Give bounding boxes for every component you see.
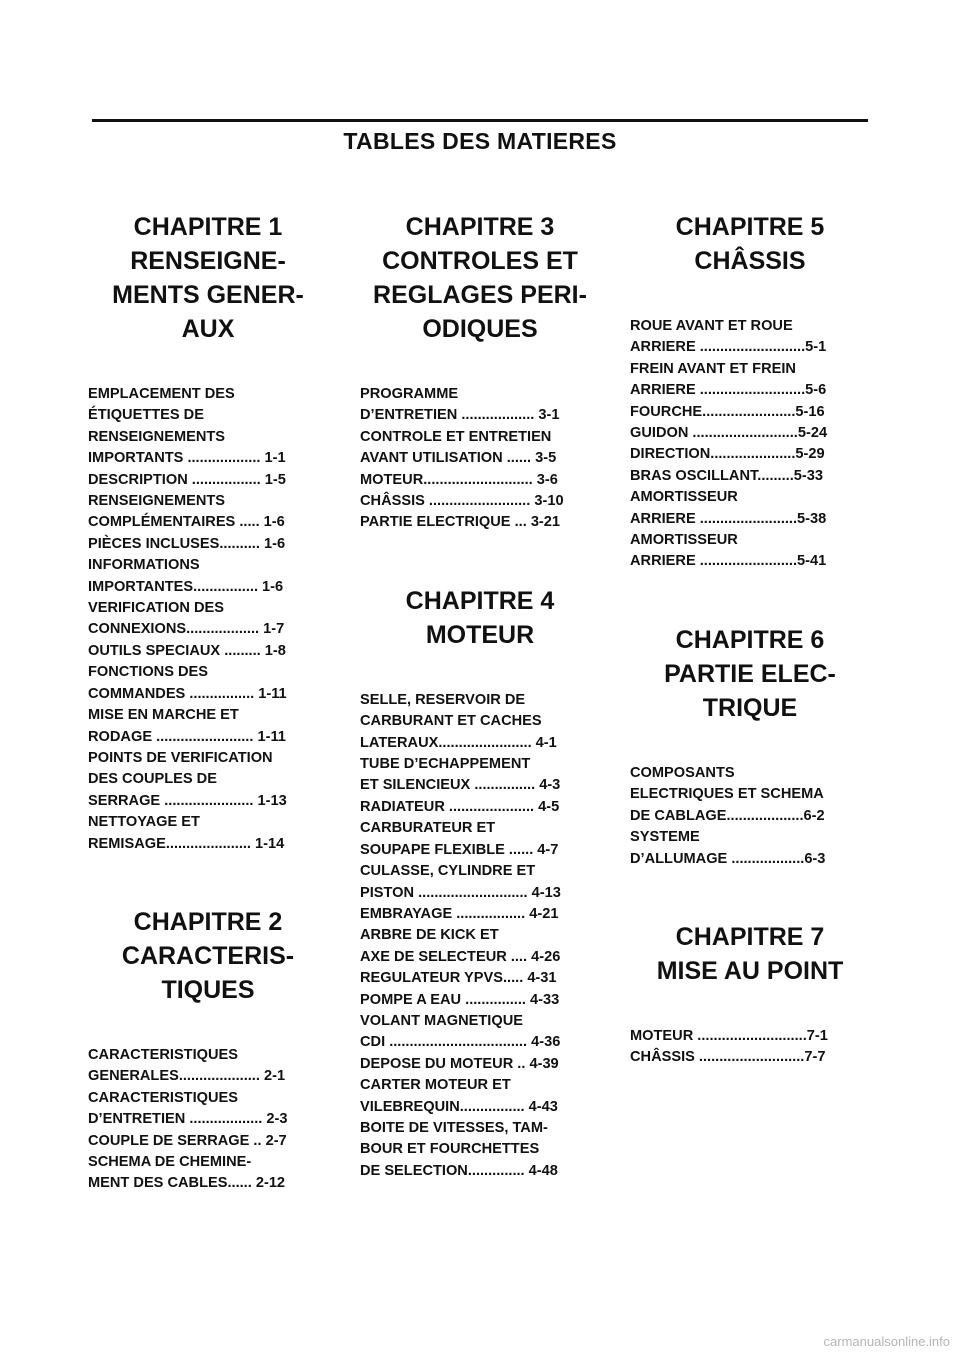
toc-entry-list: [360, 384, 600, 534]
top-rule: [92, 119, 868, 122]
toc-entry[interactable]: D’ENTRETIEN .................. 3-1: [360, 407, 560, 424]
toc-entry[interactable]: SYSTEME: [630, 829, 700, 846]
toc-entry-list: [88, 384, 328, 855]
toc-entry[interactable]: CONNEXIONS.................. 1-7: [88, 621, 285, 638]
toc-entry[interactable]: CONTROLE ET ENTRETIEN: [360, 428, 552, 445]
toc-entry[interactable]: ARRIERE ..........................5-6: [630, 382, 827, 399]
chapter-heading-line: MENTS GENER-: [112, 281, 304, 309]
toc-entry[interactable]: MOTEUR........................... 3-6: [360, 471, 558, 488]
toc-entry[interactable]: RODAGE ........................ 1-11: [88, 728, 286, 745]
toc-entry[interactable]: CARTER MOTEUR ET: [360, 1077, 511, 1094]
toc-entry[interactable]: SERRAGE ...................... 1-13: [88, 792, 287, 809]
chapter-heading-line: PARTIE ELEC-: [664, 659, 836, 688]
toc-entry[interactable]: D’ALLUMAGE ..................6-3: [630, 850, 826, 867]
toc-entry[interactable]: AMORTISSEUR: [630, 532, 738, 549]
toc-entry[interactable]: PIÈCES INCLUSES.......... 1-6: [88, 535, 286, 552]
toc-entry[interactable]: CDI .................................. 4-36: [360, 1034, 561, 1051]
chapter-heading-line: CONTROLES ET: [382, 247, 578, 275]
toc-entry[interactable]: DIRECTION.....................5-29: [630, 446, 825, 463]
chapter-heading-line: TRIQUE: [702, 693, 798, 722]
chapter-section: [88, 905, 328, 1195]
toc-entry[interactable]: COMMANDES ................ 1-11: [88, 685, 287, 702]
toc-entry[interactable]: ARBRE DE KICK ET: [360, 927, 499, 944]
chapter-heading-line: CHAPITRE 7: [675, 922, 825, 951]
toc-entry[interactable]: DE SELECTION.............. 4-48: [360, 1162, 558, 1179]
chapter-heading-line: RENSEIGNE-: [130, 247, 286, 275]
toc-entry[interactable]: VOLANT MAGNETIQUE: [360, 1012, 523, 1029]
chapter-heading: [360, 584, 600, 652]
toc-entry[interactable]: BOITE DE VITESSES, TAM-: [360, 1119, 548, 1136]
chapter-heading-line: CHAPITRE 5: [675, 213, 825, 241]
chapter-heading: [88, 905, 328, 1007]
toc-entry[interactable]: VERIFICATION DES: [88, 600, 224, 617]
toc-entry[interactable]: IMPORTANTS .................. 1-1: [88, 450, 286, 467]
chapter-section: [630, 210, 870, 573]
toc-entry[interactable]: RENSEIGNEMENTS: [88, 493, 226, 510]
chapter-heading-line: CHAPITRE 2: [133, 907, 283, 936]
toc-entry[interactable]: ET SILENCIEUX ............... 4-3: [360, 777, 561, 794]
toc-column-2: [360, 210, 600, 1182]
toc-entry[interactable]: BOUR ET FOURCHETTES: [360, 1141, 540, 1158]
chapter-heading-line: ODIQUES: [422, 315, 538, 343]
toc-entry[interactable]: INFORMATIONS: [88, 557, 200, 574]
toc-entry[interactable]: EMBRAYAGE ................. 4-21: [360, 905, 559, 922]
toc-entry[interactable]: ARRIERE ........................5-38: [630, 510, 827, 527]
chapter-heading-line: CARACTERIS-: [121, 941, 295, 970]
toc-entry[interactable]: PISTON ........................... 4-13: [360, 884, 561, 901]
toc-entry[interactable]: PROGRAMME: [360, 386, 459, 402]
toc-entry[interactable]: REMISAGE..................... 1-14: [88, 835, 285, 852]
toc-entry[interactable]: ROUE AVANT ET ROUE: [630, 318, 793, 334]
toc-entry[interactable]: COMPLÉMENTAIRES ..... 1-6: [88, 514, 285, 531]
chapter-heading-line: CHÂSSIS: [694, 247, 806, 275]
toc-entry[interactable]: ELECTRIQUES ET SCHEMA: [630, 786, 824, 803]
toc-entry[interactable]: RENSEIGNEMENTS: [88, 428, 226, 445]
chapter-section: [360, 210, 600, 534]
toc-entry[interactable]: CARACTERISTIQUES: [88, 1046, 238, 1063]
toc-column-3: [630, 210, 870, 1069]
chapter-heading-line: MOTEUR: [425, 620, 535, 649]
chapter-heading-line: CHAPITRE 1: [133, 213, 283, 241]
toc-entry[interactable]: CHÂSSIS ......................... 3-10: [360, 493, 564, 510]
toc-entry[interactable]: AXE DE SELECTEUR .... 4-26: [360, 948, 561, 965]
toc-entry[interactable]: NETTOYAGE ET: [88, 814, 200, 831]
toc-entry[interactable]: CARACTERISTIQUES: [88, 1089, 238, 1106]
toc-entry[interactable]: MENT DES CABLES...... 2-12: [88, 1175, 286, 1192]
chapter-heading-line: CHAPITRE 3: [405, 213, 555, 241]
chapter-heading: [88, 210, 328, 346]
toc-entry[interactable]: DESCRIPTION ................. 1-5: [88, 471, 286, 488]
toc-entry[interactable]: CULASSE, CYLINDRE ET: [360, 863, 536, 880]
toc-entry[interactable]: FOURCHE.......................5-16: [630, 403, 825, 420]
chapter-heading: [630, 920, 870, 988]
toc-entry[interactable]: DE CABLAGE...................6-2: [630, 807, 825, 824]
toc-entry-list: [88, 1045, 328, 1195]
toc-entry[interactable]: AMORTISSEUR: [630, 489, 738, 506]
chapter-heading-line: MISE AU POINT: [656, 956, 844, 985]
page-title: TABLES DES MATIERES: [343, 128, 617, 154]
chapter-section: [88, 210, 328, 855]
toc-entry[interactable]: DEPOSE DU MOTEUR .. 4-39: [360, 1055, 559, 1072]
toc-entry[interactable]: CHÂSSIS ..........................7-7: [630, 1049, 826, 1066]
toc-entry[interactable]: COUPLE DE SERRAGE .. 2-7: [88, 1132, 287, 1149]
toc-entry[interactable]: ARRIERE ..........................5-1: [630, 339, 827, 356]
toc-entry[interactable]: SCHEMA DE CHEMINE-: [88, 1153, 252, 1170]
toc-entry[interactable]: CARBURANT ET CACHES: [360, 713, 542, 730]
toc-entry[interactable]: SELLE, RESERVOIR DE: [360, 691, 526, 708]
toc-entry[interactable]: POINTS DE VERIFICATION: [88, 749, 273, 766]
chapter-heading-line: CHAPITRE 6: [675, 625, 825, 654]
chapter-heading-line: REGLAGES PERI-: [373, 281, 587, 309]
toc-entry[interactable]: LATERAUX....................... 4-1: [360, 734, 557, 751]
chapter-section: [630, 623, 870, 870]
chapter-heading-line: AUX: [181, 315, 235, 343]
toc-entry[interactable]: DES COUPLES DE: [88, 771, 217, 788]
toc-column-1: [88, 210, 328, 1195]
toc-entry[interactable]: VILEBREQUIN................ 4-43: [360, 1098, 558, 1115]
toc-entry[interactable]: COMPOSANTS: [630, 764, 735, 781]
toc-entry-list: [630, 316, 870, 573]
toc-entry[interactable]: PARTIE ELECTRIQUE ... 3-21: [360, 514, 561, 531]
toc-entry[interactable]: POMPE A EAU ............... 4-33: [360, 991, 560, 1008]
toc-entry[interactable]: FONCTIONS DES: [88, 664, 208, 681]
toc-entry[interactable]: MOTEUR ...........................7-1: [630, 1027, 828, 1044]
toc-entry[interactable]: AVANT UTILISATION ...... 3-5: [360, 450, 557, 467]
watermark-url: carmanualsonline.info: [823, 1334, 950, 1349]
chapter-heading-line: TIQUES: [161, 975, 255, 1004]
toc-entry-list: [360, 690, 600, 1182]
toc-entry[interactable]: SOUPAPE FLEXIBLE ...... 4-7: [360, 841, 559, 858]
toc-entry[interactable]: RADIATEUR ..................... 4-5: [360, 798, 560, 815]
chapter-heading: [630, 210, 870, 278]
toc-entry[interactable]: FREIN AVANT ET FREIN: [630, 360, 796, 377]
chapter-heading: [630, 623, 870, 725]
toc-entry-list: [630, 763, 870, 870]
toc-entry[interactable]: ÉTIQUETTES DE: [88, 407, 204, 424]
toc-entry[interactable]: OUTILS SPECIAUX ......... 1-8: [88, 642, 286, 659]
chapter-section: [630, 920, 870, 1069]
toc-entry[interactable]: EMPLACEMENT DES: [88, 386, 235, 402]
toc-entry[interactable]: REGULATEUR YPVS..... 4-31: [360, 970, 557, 987]
chapter-section: [360, 584, 600, 1182]
chapter-heading: [360, 210, 600, 346]
toc-entry-list: [630, 1026, 870, 1069]
toc-entry[interactable]: MISE EN MARCHE ET: [88, 707, 239, 724]
toc-entry[interactable]: TUBE D’ECHAPPEMENT: [360, 756, 531, 773]
toc-entry[interactable]: BRAS OSCILLANT.........5-33: [630, 467, 823, 484]
toc-entry[interactable]: GUIDON ..........................5-24: [630, 425, 828, 442]
toc-entry[interactable]: CARBURATEUR ET: [360, 820, 496, 837]
toc-entry[interactable]: ARRIERE ........................5-41: [630, 553, 827, 570]
chapter-heading-line: CHAPITRE 4: [405, 586, 555, 615]
toc-entry[interactable]: GENERALES.................... 2-1: [88, 1068, 286, 1085]
toc-entry[interactable]: D’ENTRETIEN .................. 2-3: [88, 1111, 288, 1128]
toc-entry[interactable]: IMPORTANTES................ 1-6: [88, 578, 284, 595]
